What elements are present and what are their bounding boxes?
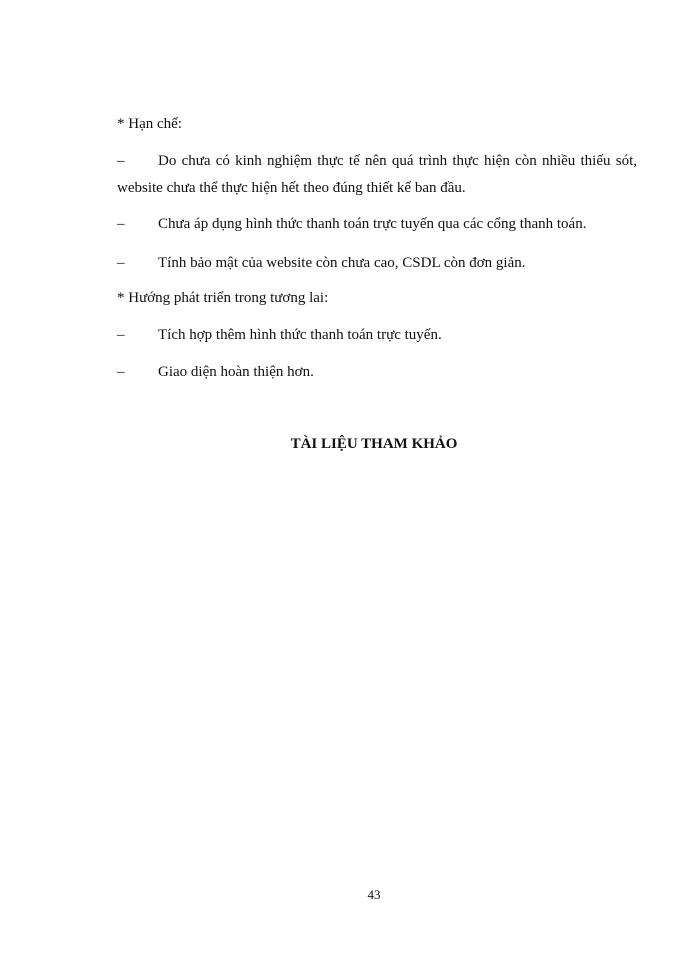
- future-heading: * Hướng phát triển trong tương lai:: [117, 290, 329, 306]
- limitation-item-2-text: Chưa áp dụng hình thức thanh toán trực tuyến qua các cổng thanh toán.: [158, 216, 587, 232]
- bullet-dash: –: [117, 327, 125, 343]
- future-item-1: [117, 325, 637, 345]
- limitation-item-1-text: Do chưa có kinh nghiệm thực tế nên quá trình thực hiện còn nhiều thiếu sót, website chưa thể thực hiện hết theo đúng thiết kế ban đầu.: [117, 153, 637, 196]
- limitation-item-1: [117, 151, 637, 202]
- bullet-dash: –: [117, 153, 125, 169]
- bullet-dash: –: [117, 216, 125, 232]
- references-title: TÀI LIỆU THAM KHẢO: [290, 436, 458, 452]
- future-item-2: [117, 362, 637, 382]
- limitation-item-2: [117, 214, 637, 234]
- bullet-dash: –: [117, 364, 125, 380]
- future-item-2-text: Giao diện hoàn thiện hơn.: [158, 364, 314, 380]
- limitations-heading: * Hạn chế:: [117, 116, 182, 132]
- future-item-1-text: Tích hợp thêm hình thức thanh toán trực tuyến.: [158, 327, 442, 343]
- limitation-item-3: [117, 253, 637, 273]
- bullet-dash: –: [117, 255, 125, 271]
- limitation-item-3-text: Tính bảo mật của website còn chưa cao, CSDL còn đơn giản.: [158, 255, 526, 271]
- page-number: 43: [367, 887, 381, 902]
